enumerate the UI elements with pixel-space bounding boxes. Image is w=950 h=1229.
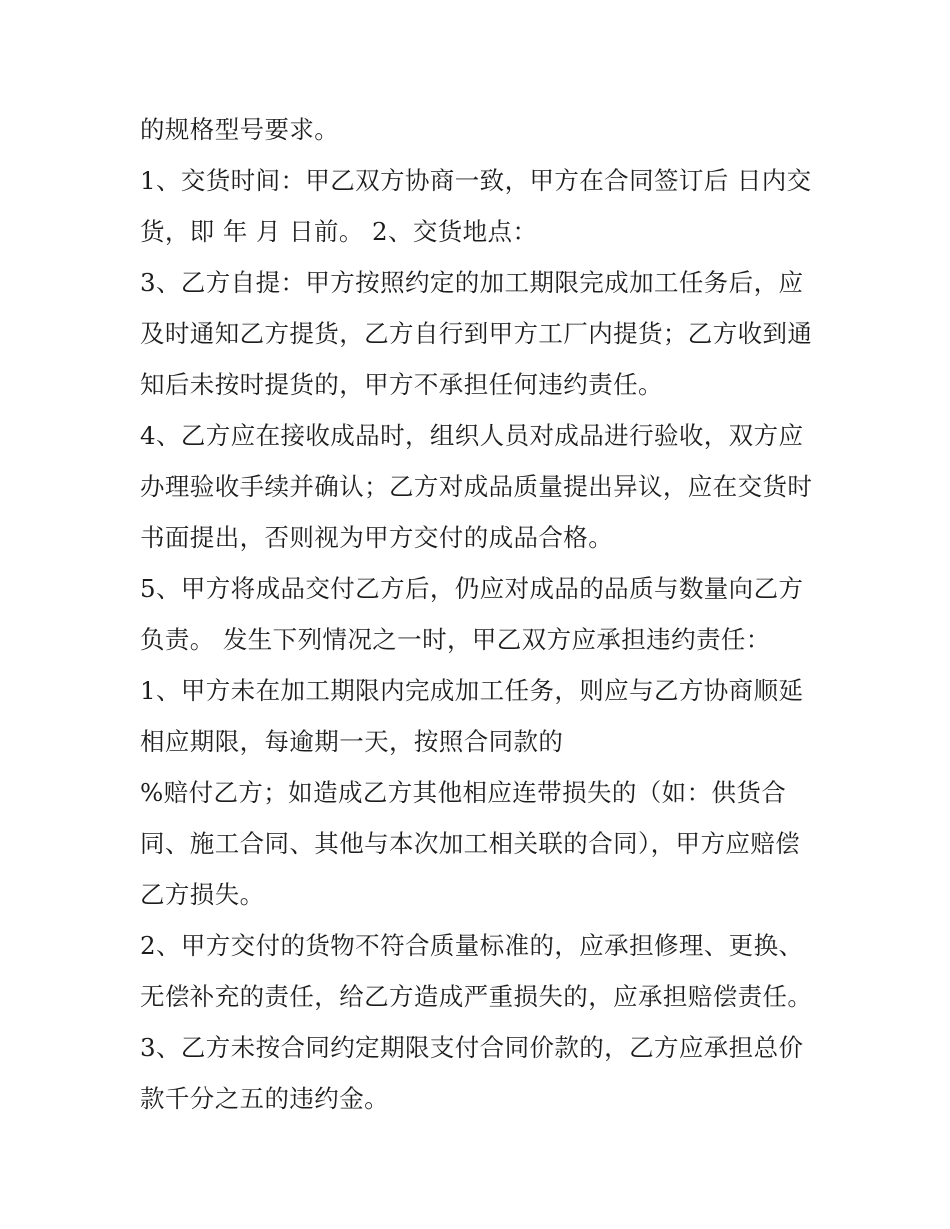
text-line: 2、甲方交付的货物不符合质量标准的，应承担修理、更换、 xyxy=(140,931,804,960)
text-line: 4、乙方应在接收成品时，组织人员对成品进行验收，双方应 xyxy=(140,421,804,450)
text-line: 无偿补充的责任，给乙方造成严重损失的，应承担赔偿责任。 xyxy=(140,982,813,1011)
text-line: 1、交货时间：甲乙双方协商一致，甲方在合同签订后 日内交 xyxy=(140,166,812,195)
text-line: 办理验收手续并确认；乙方对成品质量提出异议，应在交货时 xyxy=(140,472,813,501)
text-line: 相应期限，每逾期一天，按照合同款的 xyxy=(140,727,564,756)
text-line: %赔付乙方；如造成乙方其他相应连带损失的（如：供货合 xyxy=(140,778,787,807)
text-line: 1、甲方未在加工期限内完成加工任务，则应与乙方协商顺延 xyxy=(140,676,804,705)
text-line: 3、乙方自提：甲方按照约定的加工期限完成加工任务后，应 xyxy=(140,268,804,297)
text-line: 3、乙方未按合同约定期限支付合同价款的，乙方应承担总价 xyxy=(140,1033,804,1062)
text-line: 货，即 年 月 日前。 2、交货地点： xyxy=(140,217,538,246)
text-line: 负责。 发生下列情况之一时，甲乙双方应承担违约责任： xyxy=(140,625,771,654)
document-body xyxy=(140,104,820,1124)
text-line: 知后未按时提货的，甲方不承担任何违约责任。 xyxy=(140,370,663,399)
text-line: 款千分之五的违约金。 xyxy=(140,1084,389,1113)
text-line: 的规格型号要求。 xyxy=(140,115,340,144)
text-line: 5、甲方将成品交付乙方后，仍应对成品的品质与数量向乙方 xyxy=(140,574,804,603)
text-line: 书面提出，否则视为甲方交付的成品合格。 xyxy=(140,523,614,552)
text-line: 乙方损失。 xyxy=(140,880,265,909)
text-line: 及时通知乙方提货，乙方自行到甲方工厂内提货；乙方收到通 xyxy=(140,319,813,348)
text-line: 同、施工合同、其他与本次加工相关联的合同），甲方应赔偿 xyxy=(140,829,801,858)
